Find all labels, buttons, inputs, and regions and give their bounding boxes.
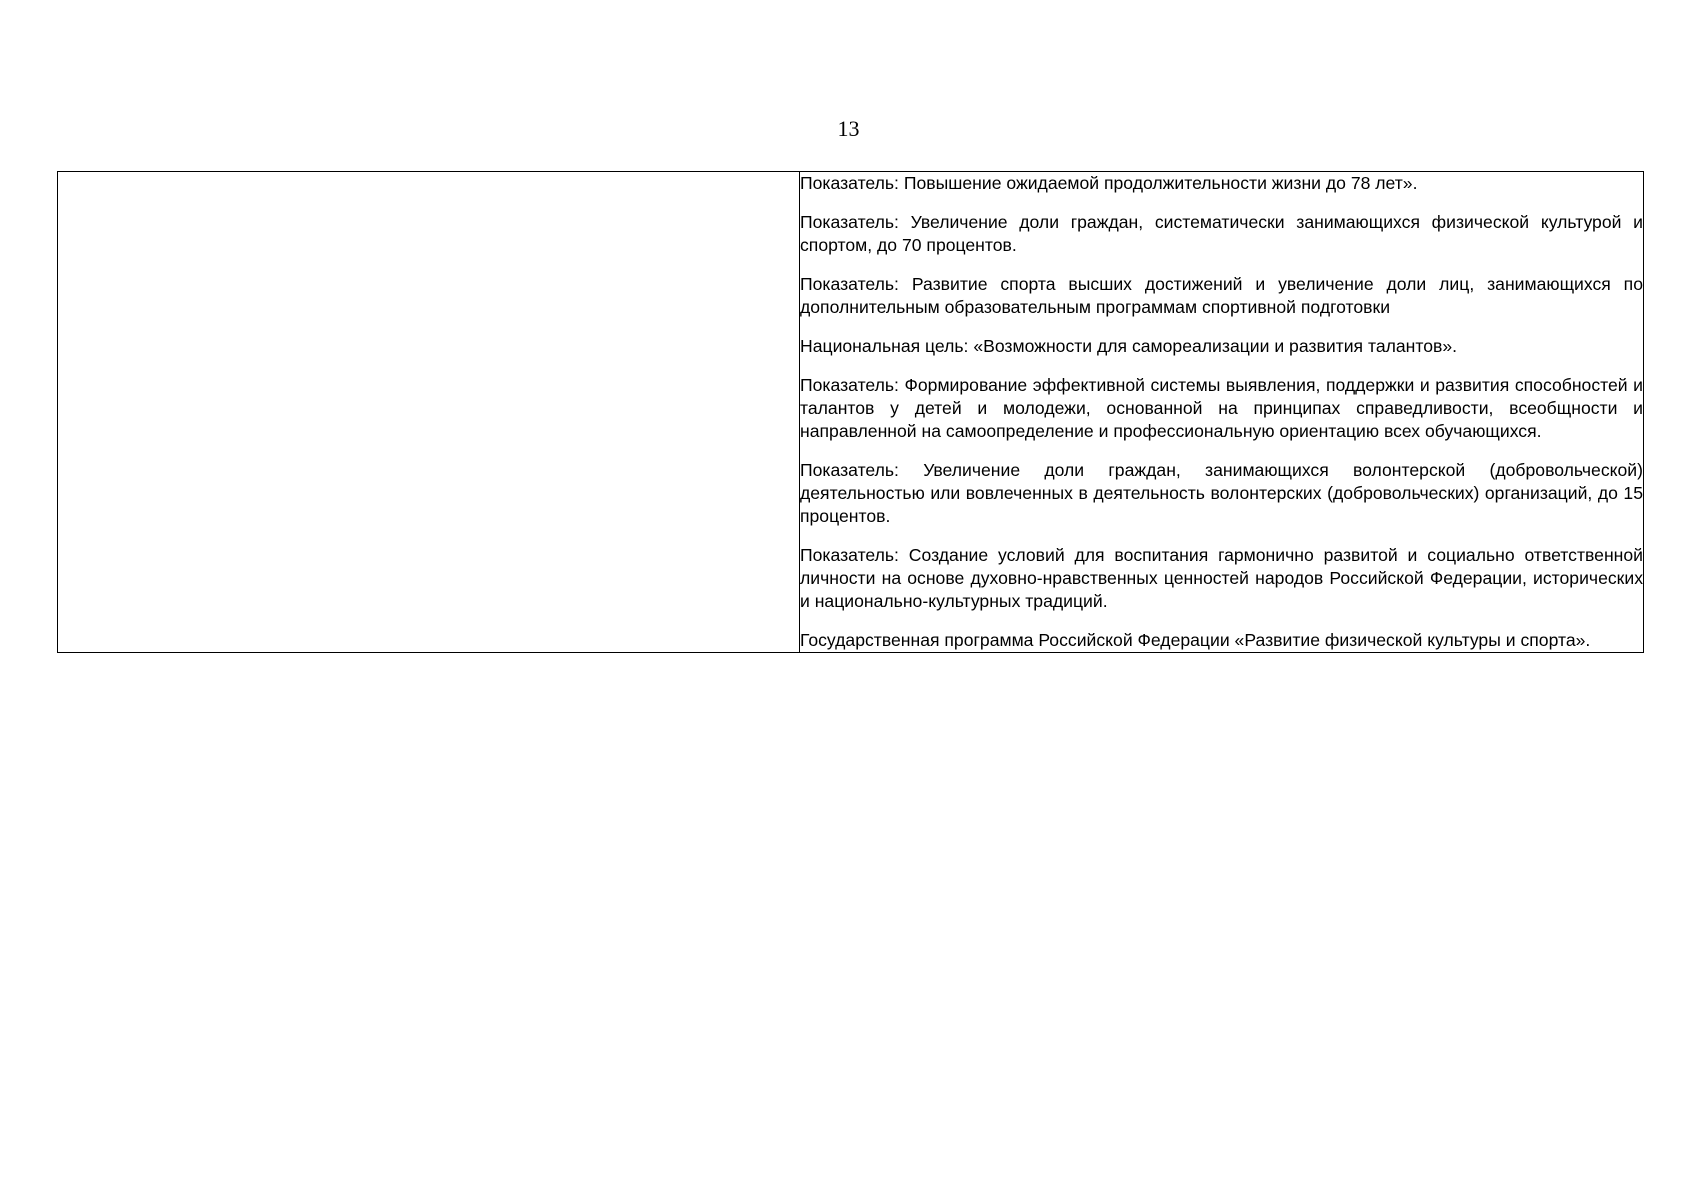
paragraph-indicator-volunteering: Показатель: Увеличение доли граждан, занимающихся волонтерской (добровольческой) деятельностью или вовлеченных в деятельность волонтерских (добровольческих) организаций, до 15 процентов. — [800, 460, 1643, 526]
paragraph-state-program: Государственная программа Российской Федерации «Развитие физической культуры и спорта». — [800, 630, 1591, 650]
table-cell-left — [58, 172, 800, 653]
table-row — [58, 172, 1644, 653]
document-table — [57, 171, 1644, 653]
paragraph-indicator-upbringing: Показатель: Создание условий для воспитания гармонично развитой и социально ответственной личности на основе духовно-нравственных ценностей народов Российской Федерации, исторических и национально-культурных традиций. — [800, 545, 1643, 611]
page-number: 13 — [837, 116, 860, 141]
paragraph-indicator-life-expectancy: Показатель: Повышение ожидаемой продолжительности жизни до 78 лет». — [800, 173, 1418, 193]
paragraph-indicator-talents: Показатель: Формирование эффективной системы выявления, поддержки и развития способностей и талантов у детей и молодежи, основанной на принципах справедливости, всеобщности и направленной на самоопределение и профессиональную ориентацию всех обучающихся. — [800, 375, 1643, 441]
table-cell-right — [800, 172, 1644, 653]
paragraph-indicator-physical-culture: Показатель: Увеличение доли граждан, систематически занимающихся физической культурой и спортом, до 70 процентов. — [800, 212, 1643, 255]
paragraph-national-goal: Национальная цель: «Возможности для самореализации и развития талантов». — [800, 336, 1458, 356]
paragraph-indicator-elite-sport: Показатель: Развитие спорта высших достижений и увеличение доли лиц, занимающихся по дополнительным образовательным программам спортивной подготовки — [800, 274, 1643, 317]
